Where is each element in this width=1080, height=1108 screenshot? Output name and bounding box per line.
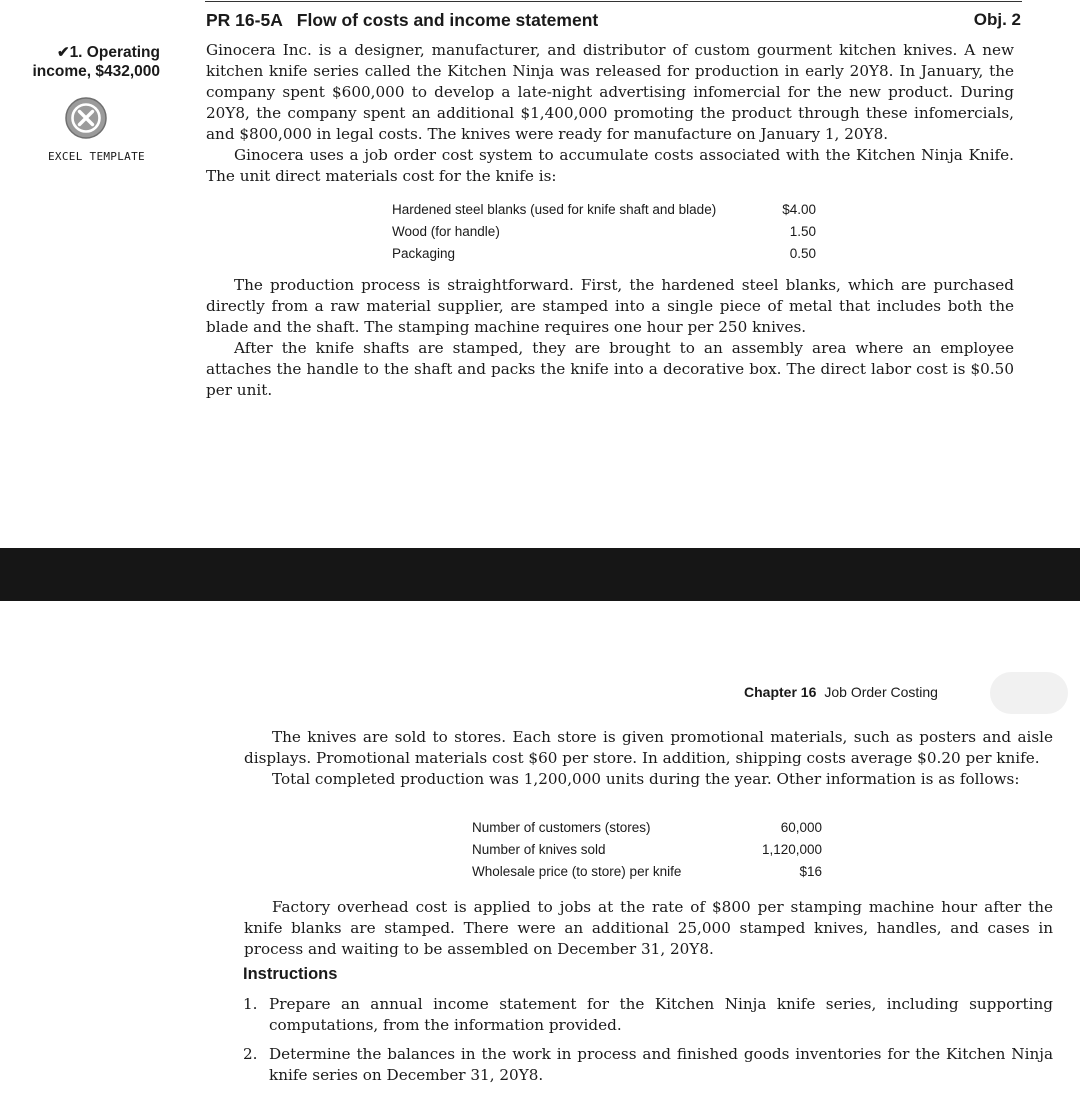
instruction-number: 1. — [243, 995, 258, 1013]
other-info-table — [472, 820, 828, 886]
problem-title-text: Flow of costs and income statement — [296, 10, 599, 30]
page-number-smudge — [990, 672, 1068, 714]
materials-row — [392, 224, 822, 246]
production-text — [206, 275, 1014, 401]
overhead-text — [244, 897, 1053, 960]
other-info-value: $16 — [799, 864, 822, 879]
materials-row-value: $4.00 — [782, 202, 816, 217]
overhead-paragraph: Factory overhead cost is applied to jobs at the rate of $800 per stamping machine hour after the knife blanks are stamped. There were an additional 25,000 stamped knives, handles, and cases in process and waiting to be assembled on December 31, 20Y8. — [244, 898, 1053, 958]
chapter-running-header — [744, 684, 938, 700]
instruction-item — [243, 1044, 1053, 1086]
other-info-label: Number of knives sold — [472, 842, 606, 857]
production-paragraph-2: After the knife shafts are stamped, they are brought to an assembly area where an employee attaches the handle to the shaft and packs the knife into a decorative box. The direct labor cost is $0.50 per unit. — [206, 339, 1014, 399]
instructions-list — [243, 994, 1053, 1094]
sales-paragraph-1: The knives are sold to stores. Each store is given promotional materials, such as posters and aisle displays. Promotional materials cost $60 per store. In addition, shipping costs average $0.20 per knife. — [244, 728, 1053, 767]
check-figure-line1: 1. Operating — [69, 44, 160, 61]
instruction-number: 2. — [243, 1045, 258, 1063]
chapter-number: Chapter 16 — [744, 684, 817, 700]
other-info-label: Wholesale price (to store) per knife — [472, 864, 682, 879]
materials-row-label: Wood (for handle) — [392, 224, 500, 239]
instruction-text: Determine the balances in the work in process and finished goods inventories for the Kitchen Ninja knife series on December 31, 20Y8. — [269, 1045, 1053, 1084]
top-rule — [205, 1, 1022, 2]
sales-paragraph-2: Total completed production was 1,200,000 units during the year. Other information is as follows: — [272, 770, 1020, 788]
instructions-heading: Instructions — [243, 965, 338, 983]
production-paragraph-1: The production process is straightforward. First, the hardened steel blanks, which are purchased directly from a raw material supplier, are stamped into a single piece of metal that includes both the blade and the shaft. The stamping machine requires one hour per 250 knives. — [206, 276, 1014, 336]
materials-row-label: Hardened steel blanks (used for knife shaft and blade) — [392, 202, 717, 217]
other-info-row — [472, 820, 828, 842]
instruction-text: Prepare an annual income statement for the Kitchen Ninja knife series, including supporting computations, from the information provided. — [269, 995, 1053, 1034]
other-info-value: 60,000 — [780, 820, 822, 835]
check-figure-line2: income, $432,000 — [32, 63, 160, 80]
excel-template-label[interactable]: EXCEL TEMPLATE — [48, 150, 145, 163]
other-info-value: 1,120,000 — [761, 842, 822, 857]
materials-row — [392, 246, 822, 268]
intro-text — [206, 40, 1014, 187]
intro-paragraph-2: Ginocera uses a job order cost system to accumulate costs associated with the Kitchen Ninja Knife. The unit direct materials cost for the knife is: — [206, 146, 1014, 185]
materials-row-value: 0.50 — [789, 246, 816, 261]
other-info-row — [472, 864, 828, 886]
intro-paragraph-1: Ginocera Inc. is a designer, manufacturer, and distributor of custom gourment kitchen knives. A new kitchen knife series called the Kitchen Ninja was released for production in early 20Y8. In January, the company spent $600,000 to develop a late-night advertising infomercial for the new product. During 20Y8, the company spent an additional $1,400,000 promoting the product through these infomercials, and $800,000 in legal costs. The knives were ready for manufacture on January 1, 20Y8. — [206, 41, 1014, 143]
chapter-title: Job Order Costing — [824, 684, 938, 700]
problem-heading — [206, 10, 1021, 34]
check-figure-note — [20, 43, 160, 81]
materials-row-label: Packaging — [392, 246, 456, 261]
other-info-row — [472, 842, 828, 864]
objective-label: Obj. 2 — [973, 10, 1021, 29]
materials-row — [392, 202, 822, 224]
other-info-label: Number of customers (stores) — [472, 820, 651, 835]
materials-row-value: 1.50 — [789, 224, 816, 239]
problem-title — [206, 10, 598, 31]
check-mark-icon: ✔ — [56, 44, 70, 61]
page-break-bar — [0, 548, 1080, 601]
instruction-item — [243, 994, 1053, 1036]
excel-template-icon[interactable] — [64, 96, 108, 140]
materials-cost-table — [392, 202, 822, 268]
problem-code: PR 16-5A — [206, 10, 283, 30]
sales-text — [244, 727, 1053, 790]
